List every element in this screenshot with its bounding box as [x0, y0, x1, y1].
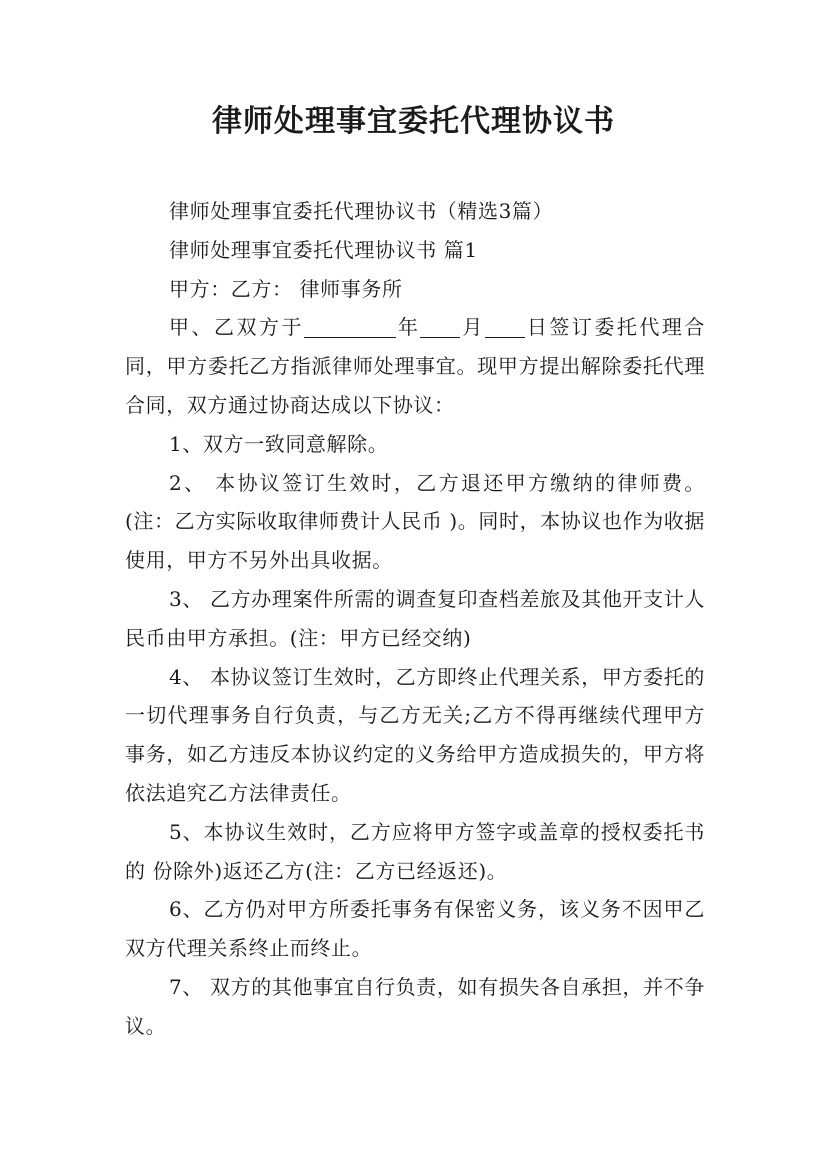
clause-7-paragraph: 7、 双方的其他事宜自行负责，如有损失各自承担，并不争议。 [125, 974, 705, 1038]
clause-4-paragraph: 4、 本协议签订生效时，乙方即终止代理关系，甲方委托的一切代理事务自行负责，与乙方无关;乙方不得再继续代理甲方事务，如乙方违反本协议约定的义务给甲方造成损失的，甲方将依法追究乙方法律责任。 [125, 664, 705, 805]
parties-paragraph: 甲方：乙方： 律师事务所 [169, 276, 403, 301]
blank-line-month [420, 313, 460, 338]
document-body [125, 192, 705, 1046]
clause-2-paragraph: 2、 本协议签订生效时，乙方退还甲方缴纳的律师费。(注：乙方实际收取律师费计人民币 )。同时，本协议也作为收据使用，甲方不另外出具收据。 [125, 470, 705, 573]
part-heading-paragraph: 律师处理事宜委托代理协议书 篇1 [169, 237, 478, 262]
intro-paragraph [125, 308, 705, 424]
subtitle-paragraph: 律师处理事宜委托代理协议书（精选3篇） [169, 199, 554, 223]
intro-text-year: 年 [396, 315, 421, 340]
intro-text-start: 甲、乙双方于 [169, 315, 305, 340]
clause-5-paragraph: 5、本协议生效时，乙方应将甲方签字或盖章的授权委托书的 份除外)返还乙方(注：乙方已经返还)。 [125, 819, 705, 883]
blank-line-day [485, 313, 525, 338]
clause-3-paragraph: 3、 乙方办理案件所需的调查复印查档差旅及其他开支计人民币由甲方承担。(注：甲方已经交纳) [125, 586, 705, 650]
document-title: 律师处理事宜委托代理协议书 [212, 104, 615, 139]
clause-1-paragraph: 1、双方一致同意解除。 [169, 431, 389, 456]
intro-text-month: 月 [460, 315, 485, 340]
blank-line-year [304, 313, 396, 338]
clause-6-paragraph: 6、乙方仍对甲方所委托事务有保密义务，该义务不因甲乙双方代理关系终止而终止。 [125, 897, 705, 961]
intro-text-end: 日签订委托代理合同，甲方委托乙方指派律师处理事宜。现甲方提出解除委托代理合同，双方通过协商达成以下协议： [125, 315, 705, 417]
